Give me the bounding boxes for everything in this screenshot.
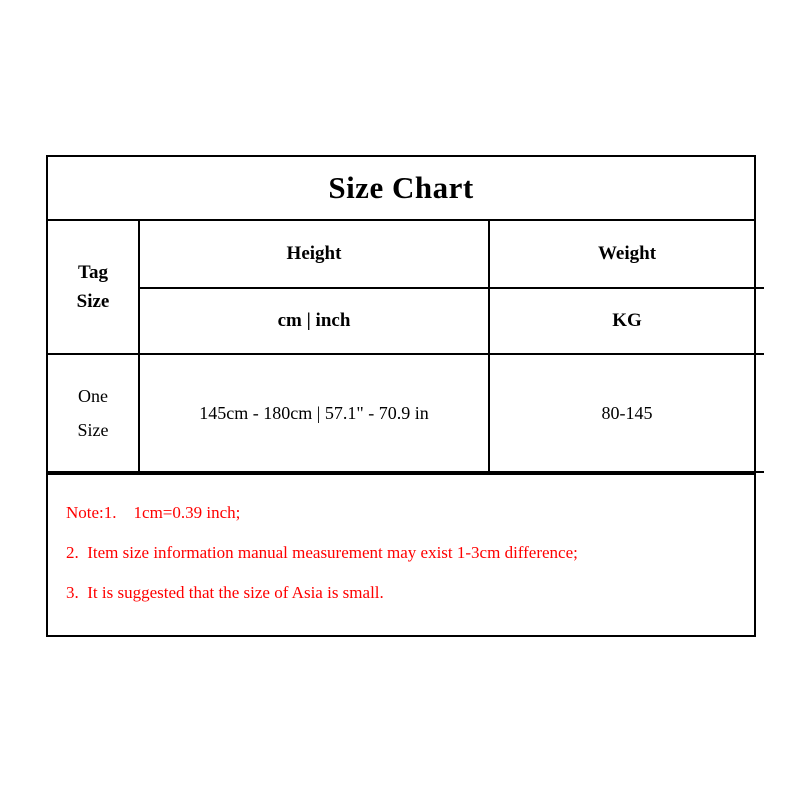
row-tag-size (48, 354, 139, 472)
note-line-3: 3. It is suggested that the size of Asia is small. (66, 583, 384, 603)
row-weight-value: 80-145 (489, 354, 764, 472)
height-unit: cm | inch (139, 288, 489, 354)
row-tag-size-line1: One (78, 385, 108, 406)
size-chart-container (46, 155, 756, 637)
row-height-value: 145cm - 180cm | 57.1" - 70.9 in (139, 354, 489, 472)
height-header: Height (139, 221, 489, 288)
weight-unit: KG (489, 288, 764, 354)
notes-section (48, 473, 754, 635)
table-row (48, 354, 764, 472)
page-title: Size Chart (328, 170, 474, 205)
tag-size-header (48, 221, 139, 354)
note-line-2: 2. Item size information manual measurement may exist 1-3cm difference; (66, 543, 578, 563)
table-header-row (48, 221, 764, 288)
chart-title-row (48, 157, 754, 221)
row-tag-size-line2: Size (77, 420, 109, 440)
note-line-1: Note:1. 1cm=0.39 inch; (66, 503, 241, 522)
size-table (48, 221, 764, 473)
table-unit-row (48, 288, 764, 354)
tag-size-header-line2: Size (76, 291, 110, 312)
weight-header: Weight (489, 221, 764, 288)
tag-size-header-line1: Tag (78, 261, 108, 283)
